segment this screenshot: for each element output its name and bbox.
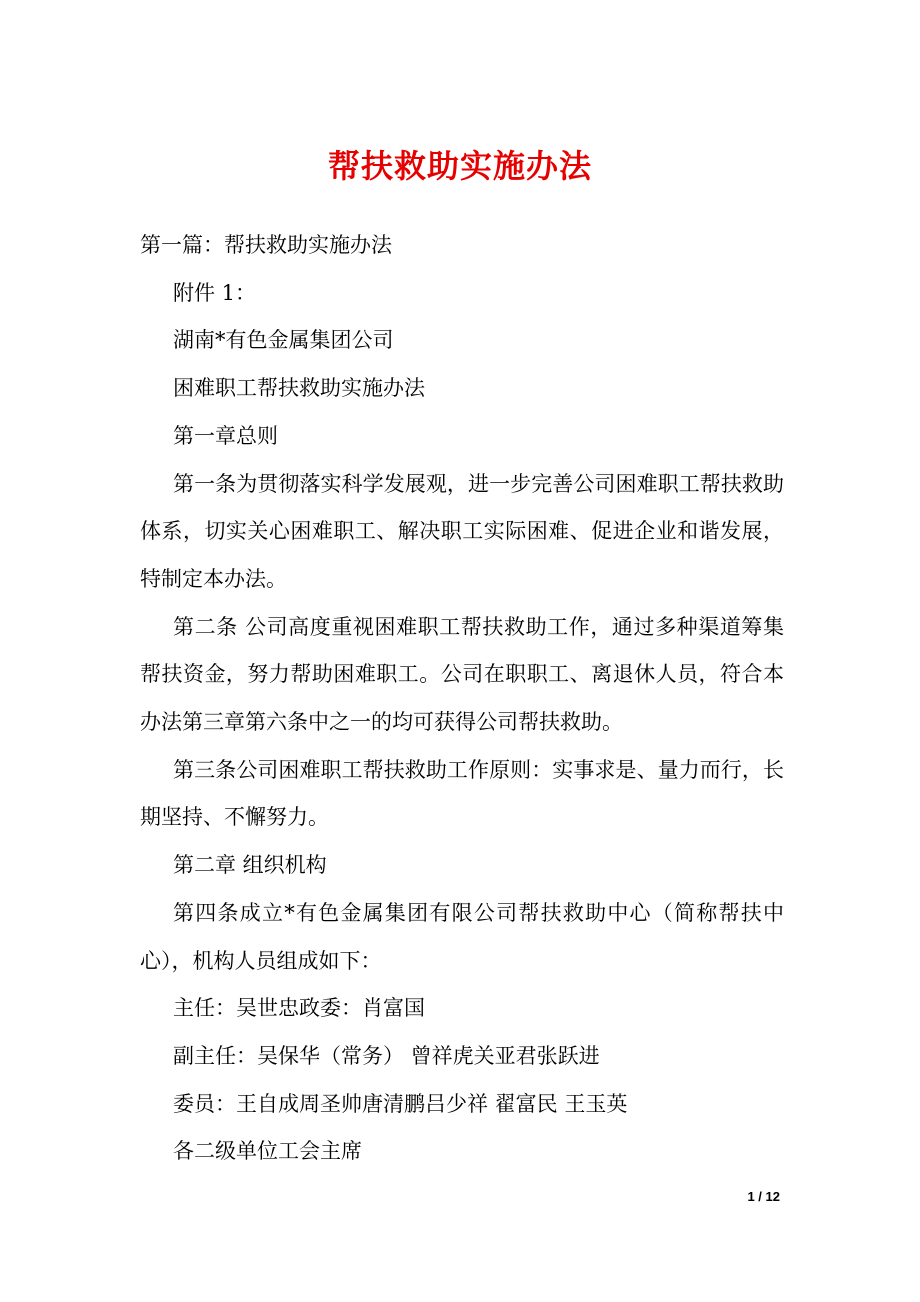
member-line: 副主任：吴保华（常务） 曾祥虎关亚君张跃进 bbox=[173, 1043, 600, 1068]
article-paragraph: 第二条 公司高度重视困难职工帮扶救助工作，通过多种渠道筹集帮扶资金，努力帮助困难职工。公司在职职工、离退休人员，符合本办法第三章第六条中之一的均可获得公司帮扶救助。 bbox=[140, 614, 784, 735]
regulation-title: 困难职工帮扶救助实施办法 bbox=[173, 376, 425, 401]
attachment-label: 附件 1： bbox=[173, 280, 257, 305]
document-title: 帮扶救助实施办法 bbox=[327, 147, 592, 185]
member-line: 各二级单位工会主席 bbox=[173, 1139, 362, 1164]
document-body bbox=[140, 222, 784, 1176]
chapter-heading: 第二章 组织机构 bbox=[173, 853, 327, 878]
section-heading: 第一篇：帮扶救助实施办法 bbox=[140, 233, 392, 257]
chapter-heading: 第一章总则 bbox=[173, 423, 278, 448]
member-line: 主任：吴世忠政委：肖富国 bbox=[173, 996, 425, 1021]
page-number: 1 / 12 bbox=[747, 1189, 780, 1204]
article-paragraph: 第四条成立*有色金属集团有限公司帮扶救助中心（简称帮扶中心），机构人员组成如下： bbox=[140, 900, 784, 973]
member-line: 委员：王自成周圣帅唐清鹏吕少祥 翟富民 王玉英 bbox=[173, 1091, 628, 1116]
company-name: 湖南*有色金属集团公司 bbox=[173, 328, 394, 353]
article-paragraph: 第一条为贯彻落实科学发展观，进一步完善公司困难职工帮扶救助体系，切实关心困难职工、解决职工实际困难、促进企业和谐发展，特制定本办法。 bbox=[140, 471, 784, 591]
article-paragraph: 第三条公司困难职工帮扶救助工作原则：实事求是、量力而行，长期坚持、不懈努力。 bbox=[140, 757, 784, 830]
